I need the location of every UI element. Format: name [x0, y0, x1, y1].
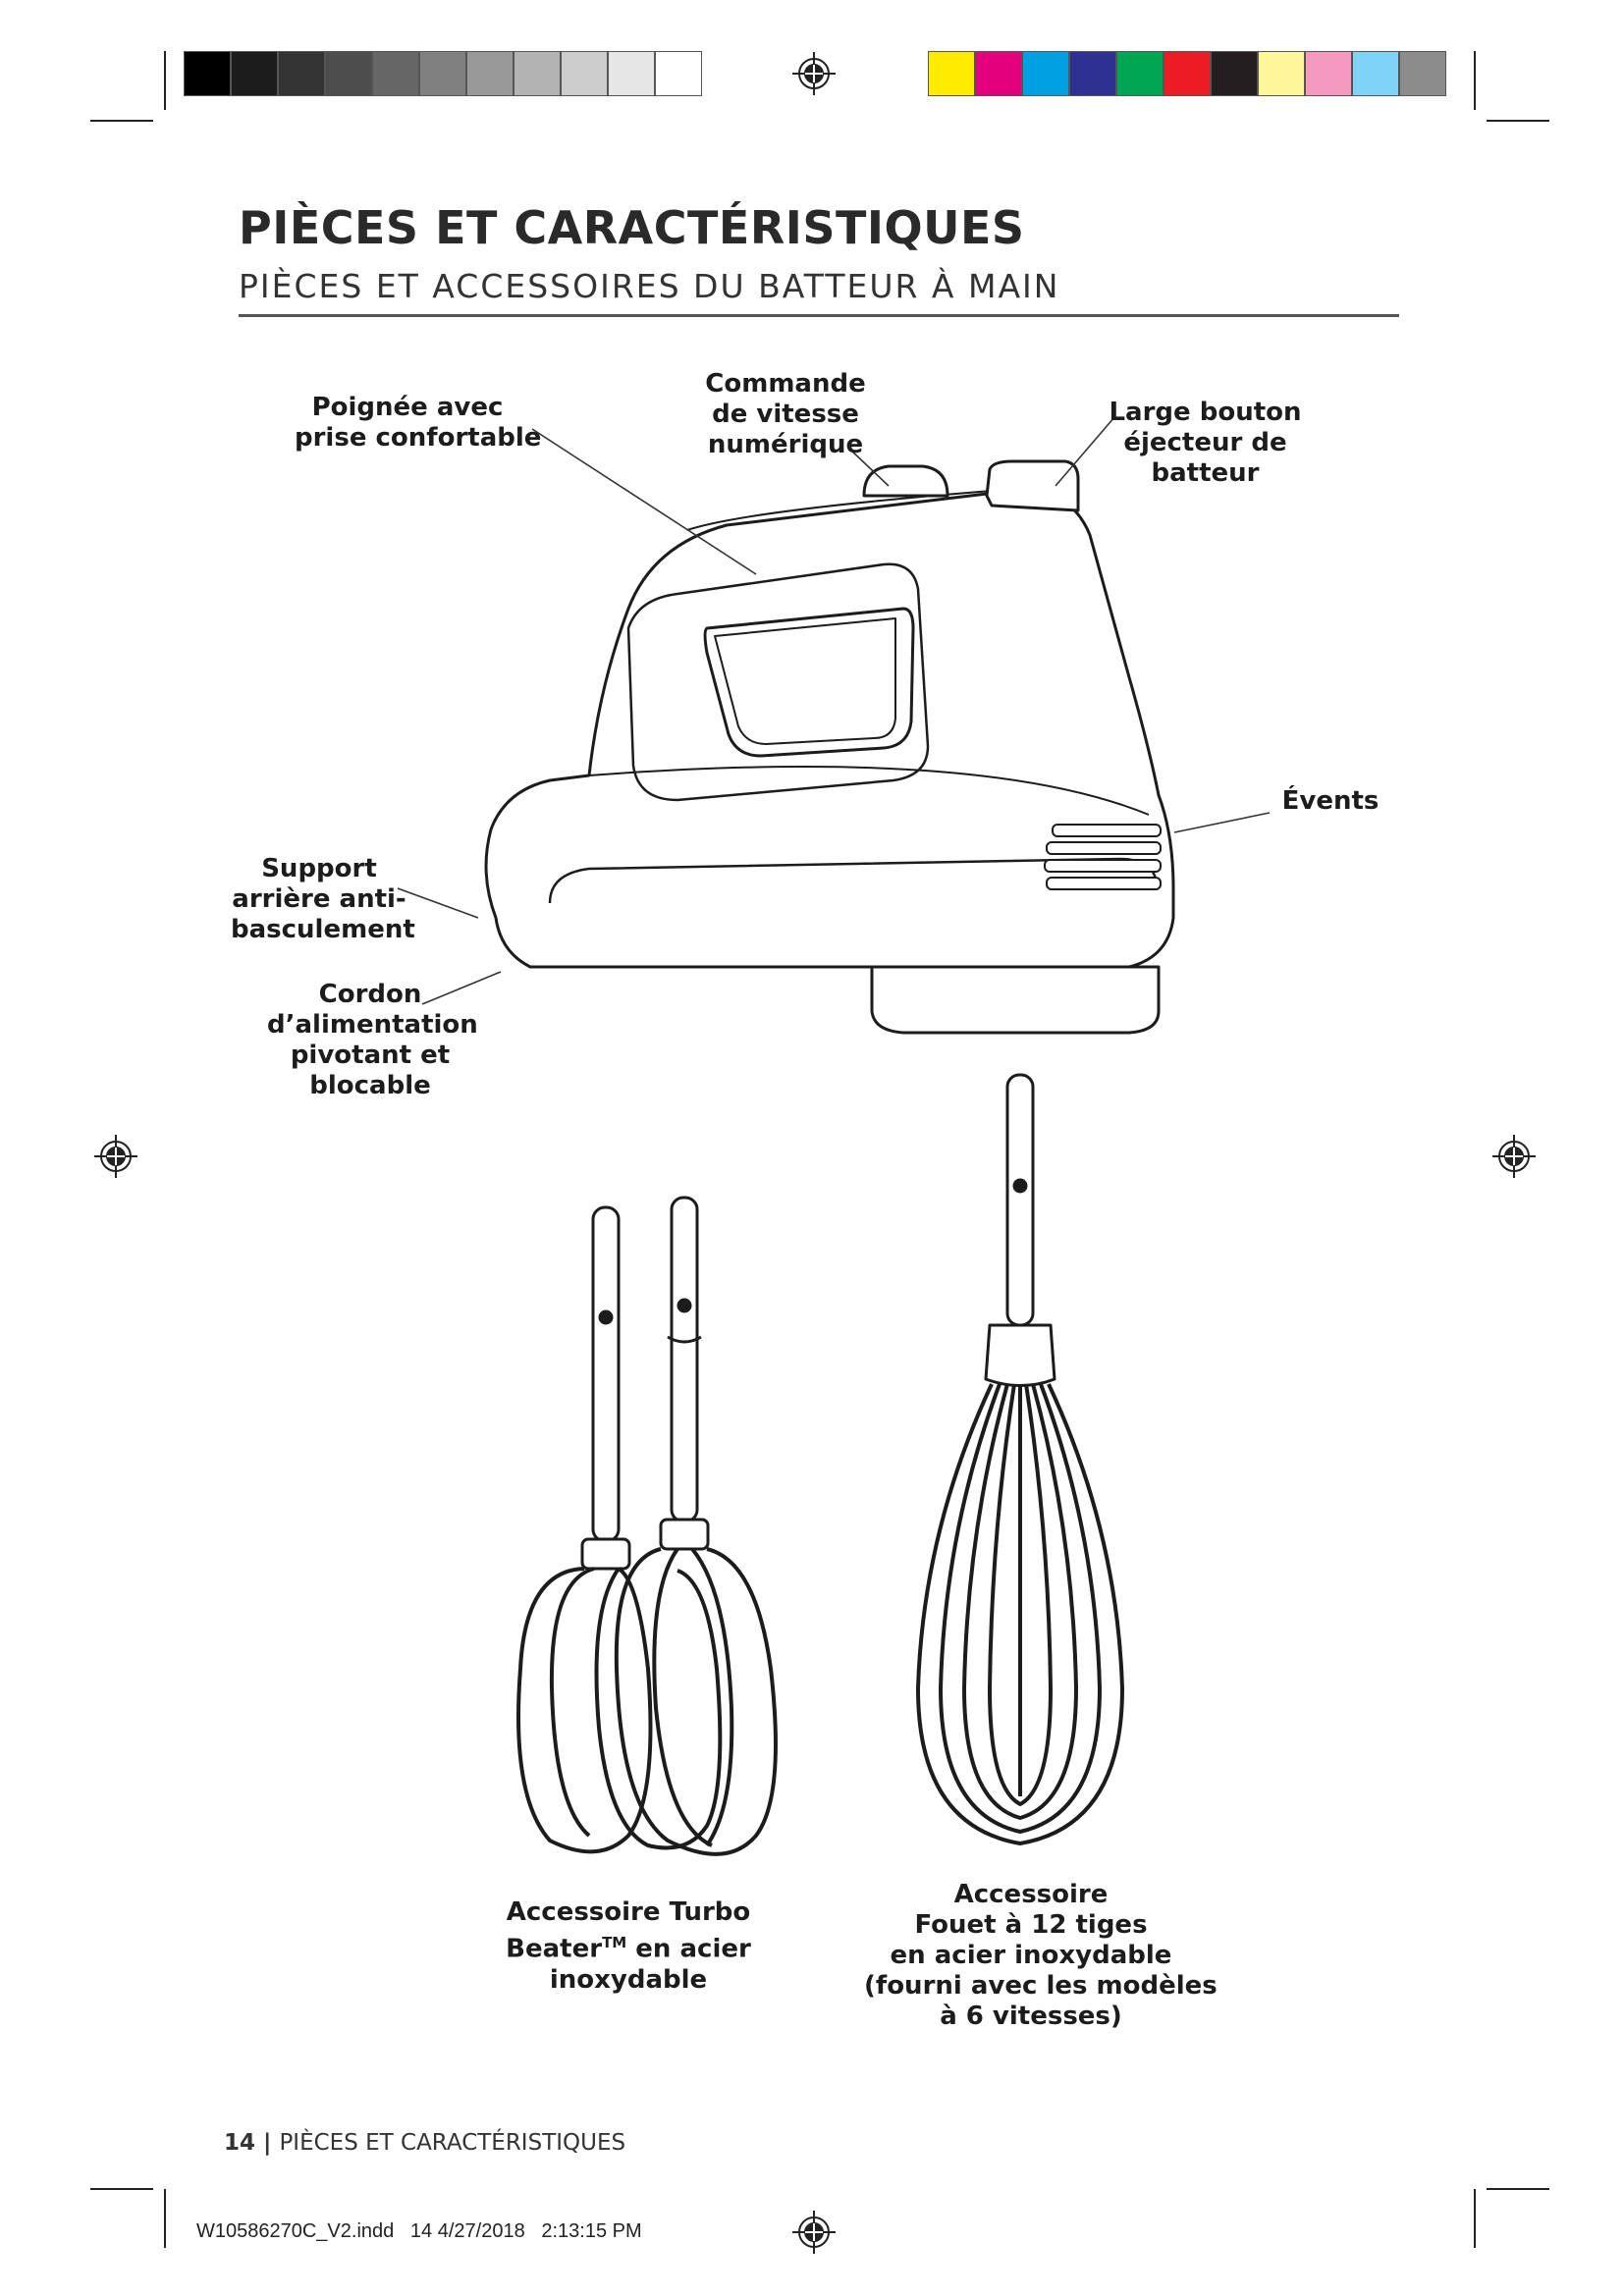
label-vents: Évents: [1281, 786, 1380, 816]
label-speed-control: Commande de vitesse numérique: [705, 369, 866, 459]
footer-section: PIÈCES ET CARACTÉRISTIQUES: [279, 2130, 626, 2156]
registration-mark-left: [94, 1135, 137, 1178]
page-subtitle: PIÈCES ET ACCESSOIRES DU BATTEUR À MAIN: [239, 267, 1060, 305]
label-cord: Cordon d’alimentation pivotant et blocable: [267, 980, 478, 1100]
page-footer: [224, 2130, 625, 2156]
label-beater-rest: en acier: [626, 1934, 751, 1964]
label-heel-rest: Support arrière anti- basculement: [231, 854, 415, 944]
page-number: 14: [224, 2130, 256, 2156]
registration-mark-top: [792, 52, 836, 95]
turbo-beaters: [518, 1198, 776, 1854]
whisk: [918, 1075, 1122, 1843]
footer-separator: |: [255, 2130, 280, 2156]
label-turbo-beaters-line3: inoxydable: [549, 1964, 708, 1995]
label-turbo-beaters-line1: Accessoire Turbo: [506, 1897, 751, 1927]
label-turbo-beaters: [501, 1897, 756, 1996]
label-eject-button: Large bouton éjecteur de batteur: [1109, 398, 1302, 488]
registration-mark-bottom: [792, 2211, 836, 2254]
label-whisk: Accessoire Fouet à 12 tiges en acier inoxydable (fourni avec les modèles à 6 vitesses): [864, 1880, 1218, 2031]
label-grip: Poignée avec prise confortable: [295, 393, 542, 453]
label-turbo-beaters-line2: [501, 1928, 756, 1965]
page-title: PIÈCES ET CARACTÉRISTIQUES: [239, 201, 1025, 254]
registration-mark-right: [1492, 1135, 1536, 1178]
trademark-symbol: TM: [602, 1934, 627, 1951]
label-beater-word: Beater: [506, 1934, 603, 1964]
print-slug: W10586270C_V2.indd 14 4/27/2018 2:13:15 PM: [196, 2220, 642, 2242]
hand-mixer: [486, 461, 1173, 1033]
